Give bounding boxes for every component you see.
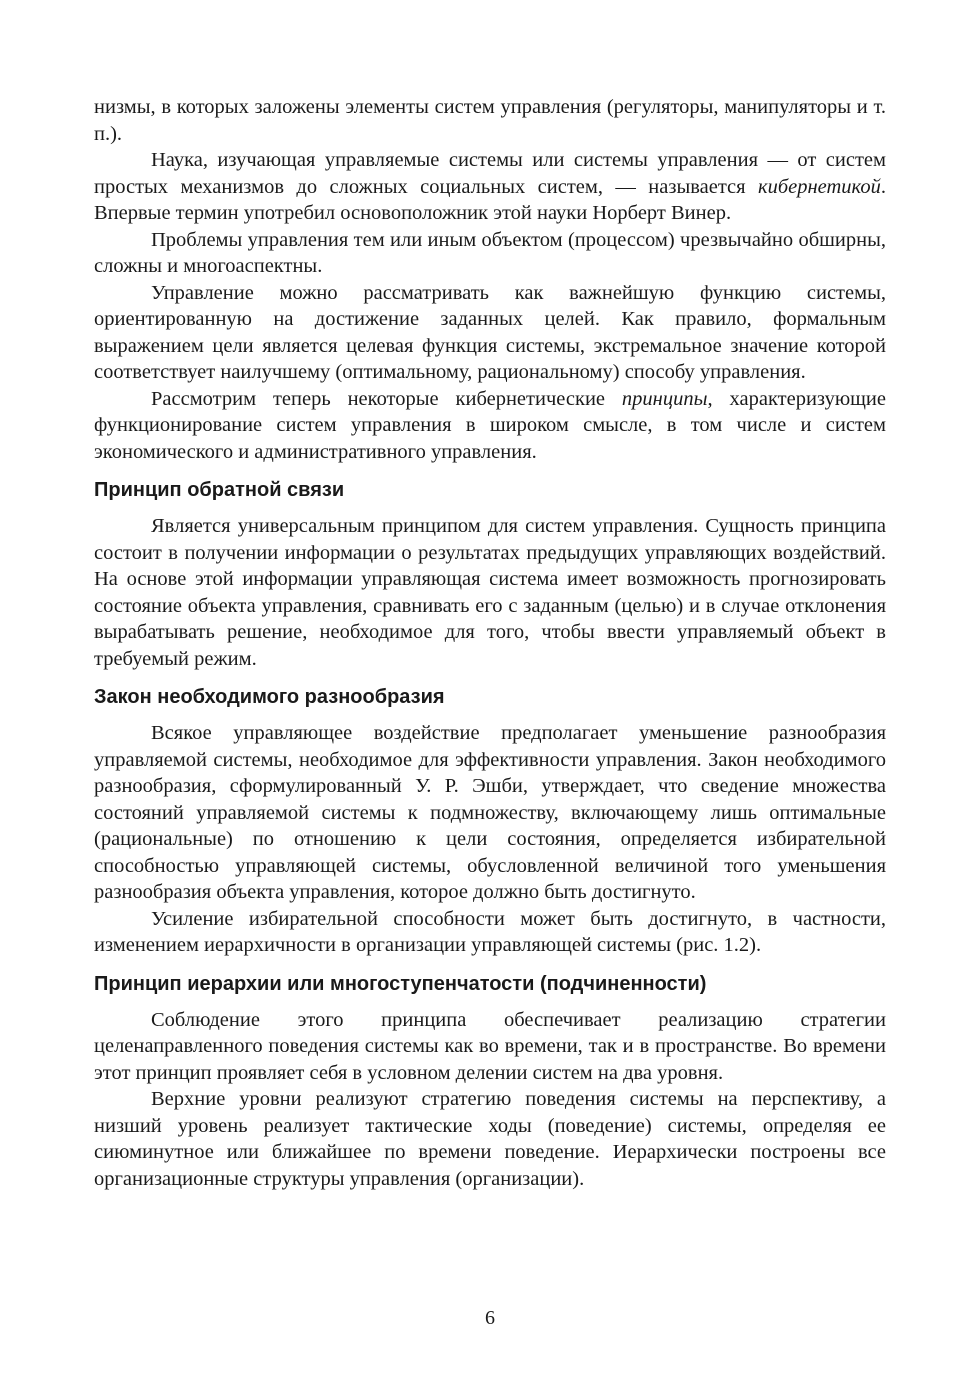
italic-term: кибернетикой <box>758 175 881 198</box>
paragraph-levels: Верхние уровни реализуют стратегию поведения системы на перспективу, а низший уровень реализует тактические ходы (поведение) системы, определяя ее сиюминутное или ближайшее по времени поведение. Иерархически построены все организационные структуры управления (организации). <box>94 1088 886 1190</box>
paragraph-feedback: Является универсальным принципом для систем управления. Сущность принципа состоит в получении информации о результатах предыдущих управляющих воздействий. На основе этой информации управляющая система имеет возможность прогнозировать состояние объекта управления, сравнивать его с заданным (целью) и в случае отклонения вырабатывать решение, необходимое для того, чтобы ввести управляемый объект в требуемый режим. <box>94 515 886 670</box>
paragraph-selectivity: Усиление избирательной способности может быть достигнуто, в частности, изменением иерархичности в организации управляющей системы (рис. 1.2). <box>94 907 886 956</box>
page-number: 6 <box>485 1307 495 1329</box>
paragraph-cybernetics <box>94 147 886 227</box>
paragraph-hierarchy: Соблюдение этого принципа обеспечивает реализацию стратегии целенаправленного поведения системы как во времени, так и в пространстве. Во времени этот принцип проявляет себя в условном делении систем на два уровня. <box>94 1008 886 1084</box>
page-body <box>94 94 886 1192</box>
paragraph-management-function: Управление можно рассматривать как важнейшую функцию системы, ориентированную на достижение заданных целей. Как правило, формальным выражением цели является целевая функция системы, экстремальное значение которой соответствует наилучшему (оптимальному, рациональному) способу управления. <box>94 281 886 383</box>
paragraph-variety-law: Всякое управляющее воздействие предполагает уменьшение разнообразия управляемой системы, необходимое для эффективности управления. Закон необходимого разнообразия, сформулированный У. Р. Эшби, утверждает, что сведение множества состояний управляемой системы к подмножеству, включающему лишь оптимальные (рациональные) по отношению к цели состояния, определяется избирательной способностью управляющей системы, обусловленной величиной того уменьшения разнообразия объекта управления, которое должно быть достигнуто. <box>94 722 886 903</box>
section-heading-feedback: Принцип обратной связи <box>94 479 345 501</box>
section-heading-hierarchy: Принцип иерархии или многоступенчатости (подчиненности) <box>94 972 707 995</box>
paragraph-problems: Проблемы управления тем или иным объектом (процессом) чрезвычайно обширны, сложны и многоаспектны. <box>94 228 886 277</box>
paragraph-text: Рассмотрим теперь некоторые кибернетические <box>151 387 622 410</box>
italic-term: принципы <box>621 387 708 410</box>
section-heading-variety: Закон необходимого разнообразия <box>94 686 445 708</box>
paragraph-continuation: низмы, в которых заложены элементы систем управления (регуляторы, манипуляторы и т. п.). <box>94 96 886 145</box>
paragraph-principles-intro <box>94 386 886 466</box>
paragraph-text: , характеризующие функционирование систем управления в широком смысле, в том числе и систем экономического и административного управления. <box>94 387 886 463</box>
paragraph-text: Наука, изучающая управляемые системы или системы управления — от систем простых механизмов до сложных социальных систем, — называется <box>94 149 886 198</box>
paragraph-text: . Впервые термин употребил основоположник этой науки Норберт Винер. <box>94 175 886 224</box>
